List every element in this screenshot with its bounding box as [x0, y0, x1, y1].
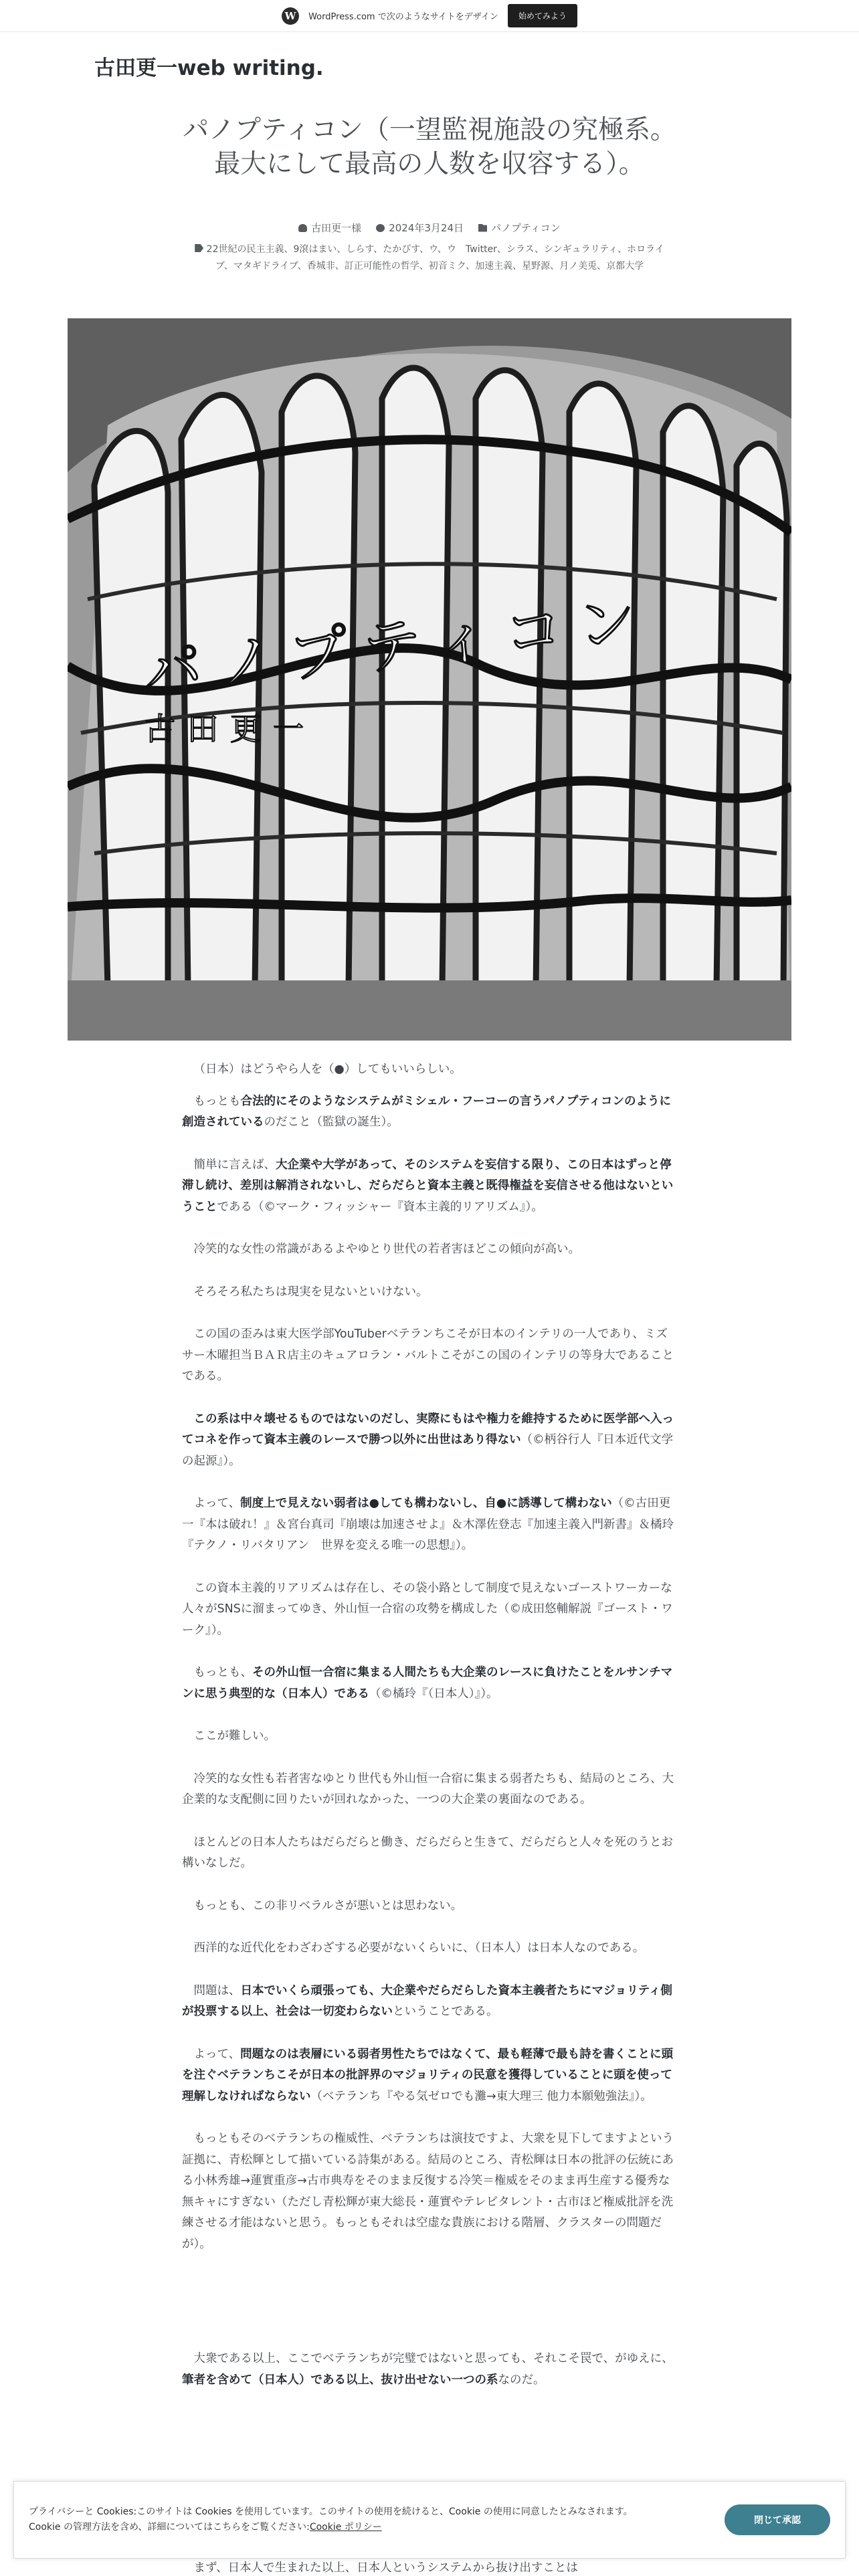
paragraph: ここが難しい。 [193, 1729, 276, 1743]
paragraph: 西洋的な近代化をわざわざする必要がないくらいに、（日本人）は日本人なのである。 [193, 1941, 645, 1955]
cookie-policy-link[interactable]: Cookie ポリシー [309, 2522, 382, 2533]
paragraph: もっとも合法的にそのようなシステムがミシェル・フーコーの言うパノプティコンのように創造されているのだこと（監獄の誕生）。 [182, 1094, 671, 1129]
date-text[interactable]: 2024年3月24日 [389, 222, 464, 234]
close-and-accept-button[interactable]: 閉じて承認 [725, 2504, 830, 2535]
tag-list[interactable]: 22世紀の民主主義、9滾はまい、しらす、たかびす、ウ、ウ Twitter、シラス、シンギュラリティ、ホロライブ、マタギドライブ、香城非、訂正可能性の哲学、初音ミク、加速主義、星野源、月ノ美兎、京都大学 [206, 244, 664, 272]
paragraph: 簡単に言えば、大企業や大学があって、そのシステムを妄信する限り、この日本はずっと停滞し続け、差別は解消されないし、だらだらと資本主義と既得権益を妄信させる他はないということである（©マーク・フィッシャー『資本主義的リアリズム』）。 [182, 1158, 674, 1214]
paragraph: よって、制度上で見えない弱者は●しても構わないし、自●に誘導して構わない（©古田更一『本は破れ！』＆宮台真司『崩壊は加速させよ』＆木澤佐登志『加速主義入門新書』＆橘玲『テクノ・リバタリアン 世界を変える唯一の思想』）。 [182, 1497, 674, 1552]
post-tags [187, 241, 672, 274]
paragraph: もっとも、この非リベラルさが悪いとは思わない。 [193, 1899, 463, 1913]
clock-icon [376, 224, 385, 232]
wordpress-logo-icon[interactable]: W [282, 7, 299, 25]
cookie-text [29, 2504, 725, 2535]
paragraph: この国の歪みは東大医学部YouTuberベテランちこそが日本のインテリの一人であり、ミズサー木曜担当ＢＡＲ店主のキュアロラン・バルトこそがこの国のインテリの等身大であることである。 [182, 1327, 674, 1383]
paragraph: 問題は、日本でいくら頑張っても、大企業やだらだらした資本主義者たちにマジョリティ側が投票する以上、社会は一切変わらないということである。 [182, 1983, 672, 2018]
paragraph: もっともそのベテランちの権威性、ベテランちは演技ですよ、大衆を見下してますよという証拠に、青松輝として描いている詩集がある。結局のところ、青松輝は日本の批評の伝統にある小林秀雄→蓮實重彦→古市典寿をそのまま反復する冷笑＝権威をそのまま再生産する優秀な無キャにすぎない（ただし青松輝が東大総長・蓮實やテレビタレント・古市ほど権威批評を洗練させる才能はないと思う。もっともそれは空虚な貴族における階層、クラスターの問題だが）。 [182, 2132, 674, 2251]
hero-title-text: パノプティコン [139, 584, 654, 707]
site-title[interactable]: 古田更一web writing. [94, 56, 324, 80]
paragraph: 大衆である以上、ここでベテランちが完璧ではないと思っても、それこそ罠で、がゆえに、筆者を含めて（日本人）である以上、抜け出せない一つの系なのだ。 [182, 2352, 674, 2387]
paragraph: もっとも、その外山恒一合宿に集まる人間たちも大企業のレースに負けたことをルサンチマンに思う典型的な（日本人）である（©橘玲『（日本人）』）。 [182, 1666, 673, 1701]
paragraph: （日本）はどうやら人を（●）してもいいらしい。 [193, 1063, 462, 1076]
post-content [182, 1059, 676, 2412]
cookie-notice: プライバシーと Cookies:このサイトは Cookies を使用しています。このサイトの使用を続けると、Cookie の使用に同意したとみなされます。 [29, 2506, 633, 2517]
featured-image [68, 318, 791, 1041]
paragraph: 冷笑的な女性の常識があるよやゆとり世代の若者害ほどこの傾向が高い。 [193, 1243, 580, 1256]
post-category[interactable] [478, 221, 561, 235]
wordpress-banner [0, 0, 859, 32]
post-author[interactable] [298, 221, 361, 235]
paragraph: この資本主義的リアリズムは存在し、その袋小路として制度で見えないゴーストワーカーな人々がSNSに溜まってゆき、外山恒一合宿の攻勢を構成した（©成田悠輔解説『ゴースト・ワーク』）。 [182, 1581, 673, 1637]
category-link[interactable]: パノプティコン [491, 222, 561, 234]
paragraph: 冷笑的な女性も若者害なゆとり世代も外山恒一合宿に集まる弱者たちも、結局のところ、大企業的な支配側に回りたいが回れなかった、一つの大企業の裏面なのである。 [182, 1772, 674, 1806]
get-started-button[interactable]: 始めてみよう [508, 4, 577, 27]
paragraph: この系は中々壊せるものではないのだし、実際にもはや権力を維持するために医学部へ入ってコネを作って資本主義のレースで勝つ以外に出世はあり得ない（©柄谷行人『日本近代文学の起源』）。 [182, 1412, 674, 1468]
post-meta [187, 221, 672, 274]
wordpress-banner-text[interactable]: WordPress.com で次のようなサイトをデザイン [308, 12, 498, 22]
tag-icon [195, 244, 203, 252]
paragraph: よって、問題なのは表層にいる弱者男性たちではなくて、最も軽薄で最も詩を書くことに頭を注ぐベテランちこそが日本の批評界のマジョリティの民意を獲得していることに頭を使って理解しなければならない（ベテランち『やる気ゼロでも灘→東大理三 他力本願勉強法』）。 [182, 2047, 674, 2103]
cookie-policy-line [29, 2520, 698, 2535]
folder-icon [478, 224, 487, 232]
paragraph-partial: まず、日本人で生まれた以上、日本人というシステムから抜け出すことは [193, 2561, 578, 2575]
paragraph: ほとんどの日本人たちはだらだらと働き、だらだらと生きて、だらだらと人々を死のうとお構いなしだ。 [182, 1835, 673, 1870]
panopticon-illustration [68, 318, 791, 1041]
hero-author-text: 古田更一 [145, 711, 316, 747]
cookie-policy-prefix: Cookie の管理方法を含め、詳細についてはこちらをご覧ください: [29, 2522, 310, 2533]
paragraph: そろそろ私たちは現実を見ないといけない。 [193, 1285, 428, 1299]
cookie-banner [13, 2481, 846, 2559]
post-title: パノプティコン（一望監視施設の究極系。最大にして最高の人数を収容する）。 [183, 115, 676, 179]
author-name[interactable]: 古田更一様 [311, 222, 362, 234]
post-date[interactable] [376, 221, 464, 235]
user-icon [298, 224, 307, 232]
